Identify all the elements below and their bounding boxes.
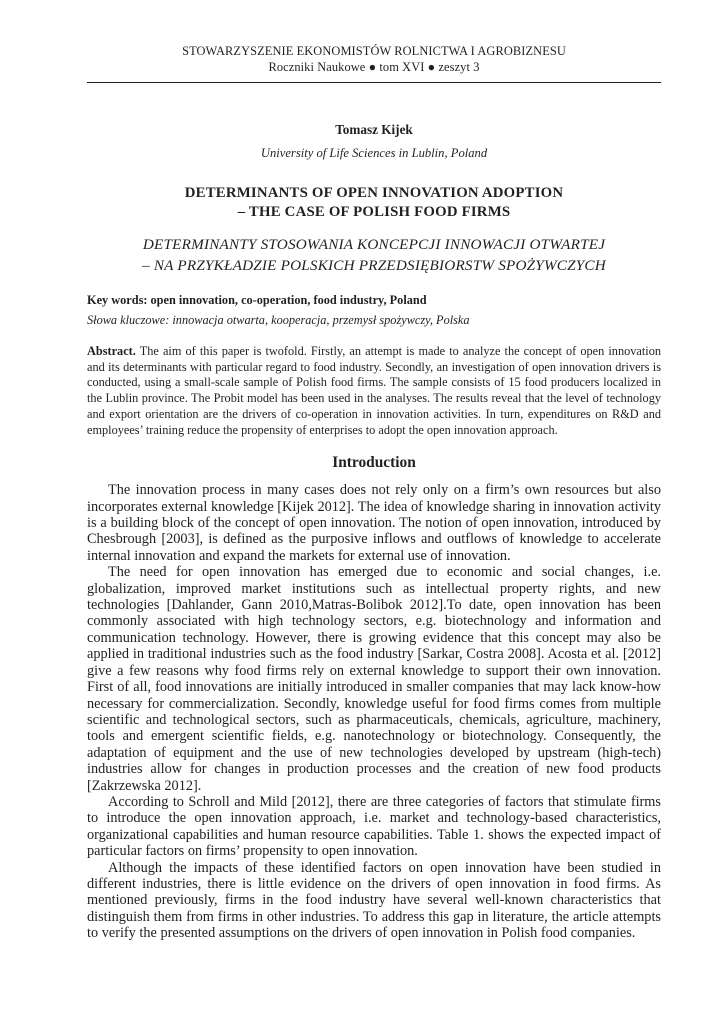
- page: [87, 0, 661, 942]
- section-title: Introduction: [332, 454, 416, 472]
- title-polish: [87, 234, 661, 276]
- abstract-text: The aim of this paper is twofold. Firstly, an attempt is made to analyze the concept of open innovation and its determinants with particular regard to food industry. Secondly, an investigation of open innovation drivers is conducted, using a small-scale sample of Polish food firms. The sample consists of 15 food producers localized in the Lublin province. The Probit model has been used in the analyses. The results reveal that the level of technology and export orientation are the drivers of co-operation in innovation activities. In turn, expenditures on R&D and employees’ training reduce the propensity of enterprises to adopt the open innovation approach.: [87, 344, 661, 437]
- title-english-line1: DETERMINANTS OF OPEN INNOVATION ADOPTION: [184, 185, 564, 201]
- paragraph: According to Schroll and Mild [2012], there are three categories of factors that stimulate firms to introduce the open innovation approach, i.e. market and technology-based characteristics, organizational capabilities and human resource capabilities. Table 1. shows the expected impact of particular factors on firms’ propensity to open innovation.: [87, 793, 661, 860]
- paragraph: The need for open innovation has emerged due to economic and social changes, i.e. globalization, improved market institutions such as intellectual property rights, and new technologies [Dahlander, Gann 2010,Matras-Bolibok 2012].To date, open innovation has been commonly associated with high technology sectors, e.g. biotechnology and information and communication technology. However, there is growing evidence that this concept may also be applied in traditional industries such as the food industry [Sarkar, Costra 2008]. Acosta et al. [2012] give a few reasons why food firms rely on external knowledge to support their own innovation. First of all, food innovations are initially introduced in smaller companies that may lack know-how necessary for commercialization. Secondly, knowledge useful for food firms comes from multiple scientific and technological sectors, such as pharmaceuticals, chemicals, agriculture, machinery, tools and emergent scientific fields, e.g. nanotechnology or biotechnology. Consequently, the adaptation of equipment and the use of new technologies developed by upstream (high-tech) industries allow for changes in production processes and the creation of new food products [Zakrzewska 2012].: [87, 564, 661, 794]
- abstract-label: Abstract.: [87, 344, 136, 358]
- journal-issue: Roczniki Naukowe ● tom XVI ● zeszyt 3: [268, 60, 480, 74]
- journal-header: [87, 43, 661, 75]
- keywords-polish: Słowa kluczowe: innowacja otwarta, kooperacja, przemysł spożywczy, Polska: [87, 313, 470, 327]
- keywords: Key words: open innovation, co-operation, food industry, Poland: [87, 293, 427, 307]
- paragraph: Although the impacts of these identified factors on open innovation have been studied in different industries, there is little evidence on the drivers of open innovation in food firms. As mentioned previously, firms in the food industry have several well-known characteristics that distinguish them from firms in other industries. To address this gap in literature, the article attempts to verify the presented assumptions on the drivers of open innovation in Polish food companies.: [87, 859, 661, 942]
- title-english-line2: – THE CASE OF POLISH FOOD FIRMS: [237, 204, 511, 220]
- abstract: [87, 344, 661, 438]
- paragraph: The innovation process in many cases does not rely only on a firm’s own resources but also incorporates external knowledge [Kijek 2012]. The idea of knowledge sharing in innovation activity is a building block of the concept of open innovation. The notion of open innovation, introduced by Chesbrough [2003], is defined as the purposive inflows and outflows of knowledge to accelerate internal innovation and expand the markets for external use of innovation.: [87, 482, 661, 564]
- header-rule: [87, 82, 661, 83]
- title-english: [87, 184, 661, 222]
- title-polish-line2: – NA PRZYKŁADZIE POLSKICH PRZEDSIĘBIORSTW SPOŻYWCZYCH: [142, 257, 606, 274]
- title-polish-line1: DETERMINANTY STOSOWANIA KONCEPCJI INNOWACJI OTWARTEJ: [142, 236, 606, 253]
- body-text: [87, 482, 661, 941]
- journal-association: STOWARZYSZENIE EKONOMISTÓW ROLNICTWA I AGROBIZNESU: [182, 44, 566, 58]
- author-affiliation: University of Life Sciences in Lublin, Poland: [260, 146, 488, 160]
- author-name: Tomasz Kijek: [335, 122, 413, 137]
